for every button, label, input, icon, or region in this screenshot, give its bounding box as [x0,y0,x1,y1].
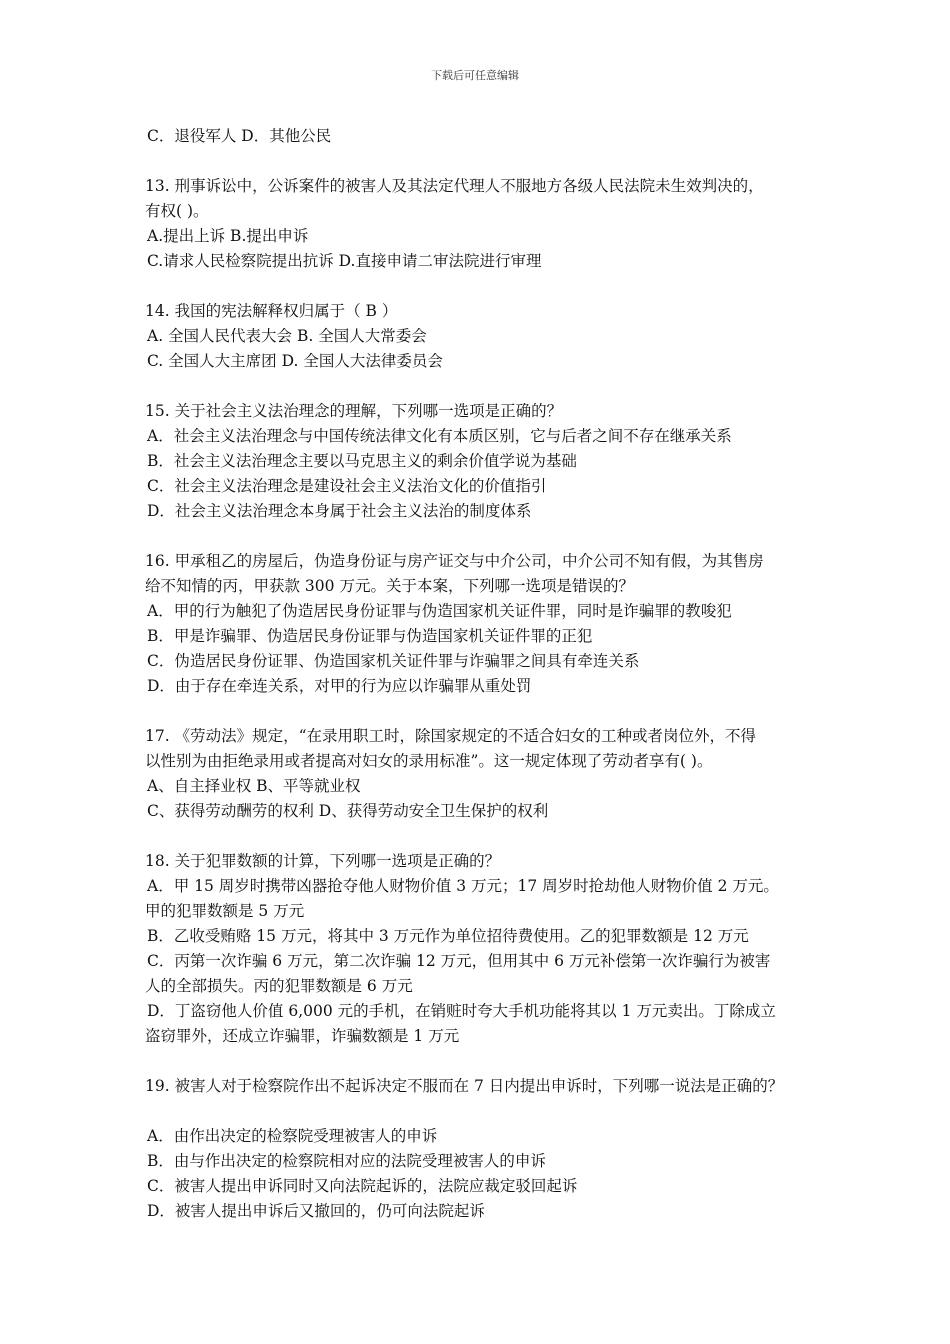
option-line: A.提出上诉 B.提出申诉 [147,227,309,245]
question-15 [145,399,825,524]
question-17 [145,724,825,824]
option-line: D．丁盗窃他人价值 6,000 元的手机，在销赃时夸大手机功能将其以 1 万元卖出。丁除成立 [147,1002,776,1020]
q12-tail [145,124,825,149]
question-16 [145,549,825,699]
page-header: 下载后可任意编辑 [431,69,519,82]
option-line: C．丙第一次诈骗 6 万元，第二次诈骗 12 万元，但用其中 6 万元补偿第一次诈骗行为被害 [147,952,771,970]
option-line: A．甲 15 周岁时携带凶器抢夺他人财物价值 3 万元；17 周岁时抢劫他人财物价值 2 万元。 [147,877,779,895]
question-stem: 14. 我国的宪法解释权归属于（ B ） [145,302,398,320]
option-line: C．社会主义法治理念是建设社会主义法治文化的价值指引 [147,477,547,495]
spacer [145,1099,825,1124]
option-line: C．被害人提出申诉同时又向法院起诉的，法院应裁定驳回起诉 [147,1177,578,1195]
option-line: A．甲的行为触犯了伪造居民身份证罪与伪造国家机关证件罪，同时是诈骗罪的教唆犯 [147,602,732,620]
question-18 [145,849,825,1049]
option-line: D．由于存在牵连关系，对甲的行为应以诈骗罪从重处罚 [147,677,532,695]
question-stem: 17. 《劳动法》规定，“在录用职工时，除国家规定的不适合妇女的工种或者岗位外，不得 [145,727,757,745]
question-stem: 有权( )。 [145,202,209,220]
option-line: D．社会主义法治理念本身属于社会主义法治的制度体系 [147,502,532,520]
option-line: B．甲是诈骗罪、伪造居民身份证罪与伪造国家机关证件罪的正犯 [147,627,593,645]
option-line: A、自主择业权 B、平等就业权 [147,777,361,795]
option-line: C、获得劳动酬劳的权利 D、获得劳动安全卫生保护的权利 [147,802,549,820]
option-line: B．乙收受贿赂 15 万元，将其中 3 万元作为单位招待费使用。乙的犯罪数额是 12 万元 [147,927,749,945]
option-line: A. 全国人民代表大会 B. 全国人大常委会 [147,327,427,345]
question-stem: 18. 关于犯罪数额的计算，下列哪一选项是正确的？ [145,852,501,870]
option-line: B．社会主义法治理念主要以马克思主义的剩余价值学说为基础 [147,452,577,470]
question-stem: 15. 关于社会主义法治理念的理解，下列哪一选项是正确的？ [145,402,563,420]
question-13 [145,174,825,274]
option-line: A．由作出决定的检察院受理被害人的申诉 [147,1127,438,1145]
document-body [145,124,825,1249]
option-line: C.请求人民检察院提出抗诉 D.直接申请二审法院进行审理 [147,252,542,270]
option-line: C. 全国人大主席团 D. 全国人大法律委员会 [147,352,443,370]
option-continuation: 盗窃罪外，还成立诈骗罪，诈骗数额是 1 万元 [145,1027,460,1045]
option-continuation: 人的全部损失。丙的犯罪数额是 6 万元 [145,977,413,995]
question-stem: 16. 甲承租乙的房屋后，伪造身份证与房产证交与中介公司，中介公司不知有假，为其售房 [145,552,764,570]
question-stem: 13. 刑事诉讼中，公诉案件的被害人及其法定代理人不服地方各级人民法院未生效判决的， [145,177,764,195]
option-line: B．由与作出决定的检察院相对应的法院受理被害人的申诉 [147,1152,546,1170]
option-line: C．伪造居民身份证罪、伪造国家机关证件罪与诈骗罪之间具有牵连关系 [147,652,640,670]
question-19 [145,1074,825,1224]
question-stem: 给不知情的丙，甲获款 300 万元。关于本案，下列哪一选项是错误的？ [145,577,634,595]
option-continuation: 甲的犯罪数额是 5 万元 [145,902,305,920]
question-stem: 以性别为由拒绝录用或者提高对妇女的录用标准”。这一规定体现了劳动者享有( )。 [145,752,713,770]
option-line: C．退役军人 D．其他公民 [147,127,332,145]
option-line: A．社会主义法治理念与中国传统法律文化有本质区别，它与后者之间不存在继承关系 [147,427,732,445]
question-14 [145,299,825,374]
option-line: D．被害人提出申诉后又撤回的，仍可向法院起诉 [147,1202,485,1220]
question-stem: 19. 被害人对于检察院作出不起诉决定不服而在 7 日内提出申诉时，下列哪一说法是正确的？ [145,1077,784,1095]
